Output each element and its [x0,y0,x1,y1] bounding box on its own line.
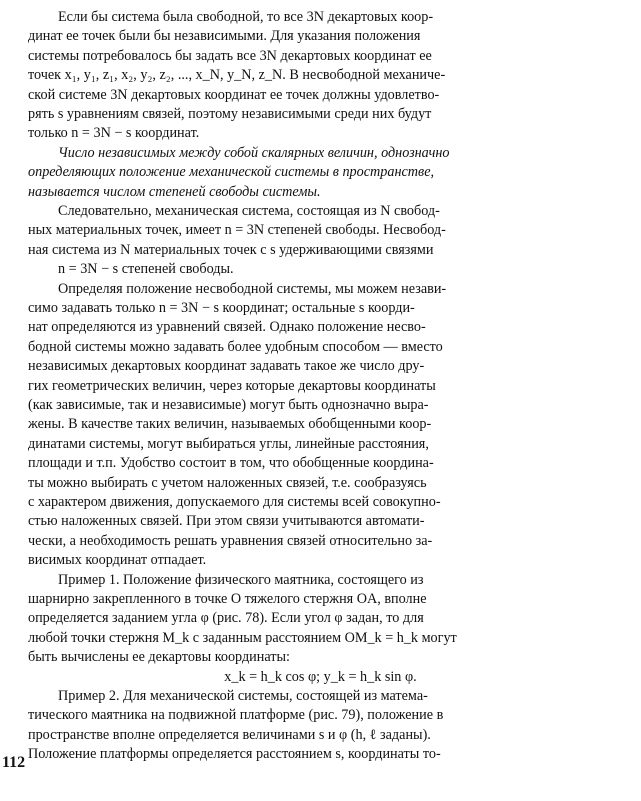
text-line: с характером движения, допускаемого для системы всей совокупно- [28,494,441,510]
text-line: симо задавать только n = 3N − s координат; остальные s коорди- [28,300,415,316]
text-line: Если бы система была свободной, то все 3N декартовых коор- [58,9,434,25]
text-line: Следовательно, механическая система, состоящая из N свобод- [58,203,440,219]
text-line: площади и т.п. Удобство состоит в том, что обобщенные координа- [28,455,434,472]
definition-line: называется числом степеней свободы системы. [28,183,321,200]
text-line: жены. В качестве таких величин, называемых обобщенными коор- [28,416,432,433]
text-line: пространстве вполне определяется величинами s и φ (h, ℓ заданы). [28,726,431,743]
text-line: бодной системы можно задавать более удобным способом — вместо [28,338,443,355]
text-line: Определяя положение несвободной системы, мы можем незави- [58,280,447,297]
definition-line: определяющих положение механической системы в пространстве, [28,164,435,181]
text-line: рять s уравнениям связей, поэтому независимыми среди них будут [28,106,432,122]
text-line: тического маятника на подвижной платформе (рис. 79), положение в [28,707,444,724]
text-line: любой точки стержня M_k с заданным расстоянием OM_k = h_k могут [28,629,457,646]
text-line: нат определяются из уравнений связей. Однако положение несво- [28,319,426,336]
text-line: ных материальных точек, имеет n = 3N степеней свободы. Несвобод- [28,222,446,239]
text-line: чески, а необходимость решать уравнения связей относительно за- [28,532,433,549]
definition-line: Число независимых между собой скалярных величин, однозначно [58,144,450,161]
page-number: 112 [2,754,26,771]
example-line: Пример 2. Для механической системы, состоящей из матема- [58,688,428,704]
book-page-continued [28,8,613,793]
text-line: ты можно выбирать с учетом наложенных связей, т.е. сообразуясь [28,474,427,491]
text-line: независимых декартовых координат задавать такое же число дру- [28,358,425,375]
text-line: определяется заданием угла φ (рис. 78). Если угол φ задан, то для [28,610,424,627]
example-line: Пример 1. Положение физического маятника, состоящего из [58,571,424,588]
text-line: ской системе 3N декартовых координат ее точек должны удовлетво- [28,86,440,103]
text-line: только n = 3N − s координат. [28,125,200,142]
text-line: гих геометрических величин, через которые декартовы координаты [28,377,436,394]
text-line: висимых координат отпадает. [28,552,207,569]
formula-line: x_k = h_k cos φ; y_k = h_k sin φ. [224,668,417,685]
text-line: n = 3N − s степеней свободы. [58,261,234,278]
text-line: динат ее точек были бы независимыми. Для указания положения [28,28,421,45]
text-line: ная система из N материальных точек с s удерживающими связями [28,241,434,258]
text-line: системы потребовалось бы задать все 3N декартовых координат ее [28,47,432,64]
text-line: (как зависимые, так и независимые) могут быть однозначно выра- [28,397,429,413]
text-line: стью наложенных связей. При этом связи учитываются автомати- [28,513,425,530]
text-line: шарнирно закрепленного в точке O тяжелого стержня OA, вполне [28,591,427,607]
text-line: быть вычислены ее декартовы координаты: [28,649,290,666]
text-line: точек x₁, y₁, z₁, x₂, y₂, z₂, ..., x_N, y_N, z_N. В несвободной механиче- [28,67,446,84]
text-line: Положение платформы определяется расстоянием s, координаты то- [28,746,441,763]
text-line: динатами системы, могут выбираться углы, линейные расстояния, [28,435,429,452]
